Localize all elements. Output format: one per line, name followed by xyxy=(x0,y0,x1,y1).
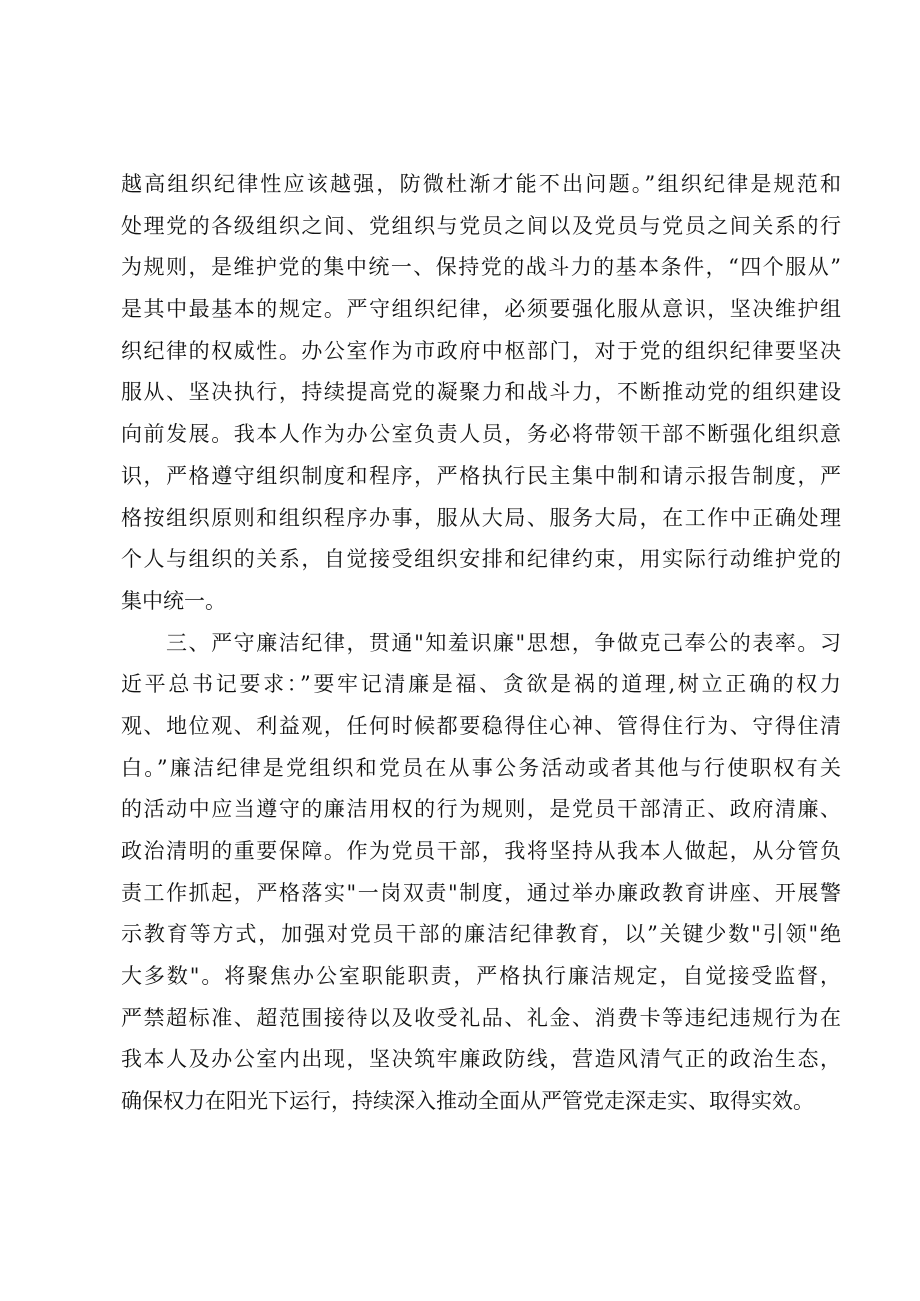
text-line: 向前发展。我本人作为办公室负责人员，务必将带领干部不断强化组织意 xyxy=(121,422,841,447)
text-line: 政治清明的重要保障。作为党员干部，我将坚持从我本人做起，从分管负 xyxy=(121,839,841,863)
text-line: 示教育等方式，加强对党员干部的廉洁纪律教育，以”关键少数"引领"绝 xyxy=(121,922,841,947)
text-line: 确保权力在阳光下运行，持续深入推动全面从严管党走深走实、取得实效。 xyxy=(121,1089,814,1114)
text-line: 处理党的各级组织之间、党组织与党员之间以及党员与党员之间关系的行 xyxy=(121,213,841,238)
text-line: 白。”廉洁纪律是党组织和党员在从事公务活动或者其他与行使职权有关 xyxy=(121,755,841,780)
text-line: 责工作抓起，严格落实"一岗双责"制度，通过举办廉政教育讲座、开展警 xyxy=(121,880,841,905)
text-line: 近平总书记要求：”要牢记清廉是福、贪欲是祸的道理,树立正确的权力 xyxy=(121,672,841,697)
text-line: 服从、坚决执行，持续提高党的凝聚力和战斗力，不断推动党的组织建设 xyxy=(121,380,841,405)
text-line: 是其中最基本的规定。严守组织纪律，必须要强化服从意识，坚决维护组 xyxy=(121,297,841,322)
text-line: 观、地位观、利益观，任何时候都要稳得住心神、管得住行为、守得住清 xyxy=(121,713,841,738)
paragraph-organizational-discipline xyxy=(121,164,841,623)
text-line: 识，严格遵守组织制度和程序，严格执行民主集中制和请示报告制度，严 xyxy=(121,463,841,488)
text-line: 为规则，是维护党的集中统一、保持党的战斗力的基本条件，“四个服从” xyxy=(121,255,841,280)
text-line: 我本人及办公室内出现，坚决筑牢廉政防线，营造风清气正的政治生态， xyxy=(121,1047,841,1072)
text-line: 越高组织纪律性应该越强，防微杜渐才能不出问题。”组织纪律是规范和 xyxy=(121,172,841,196)
document-body xyxy=(121,164,841,1123)
text-line: 大多数"。将聚焦办公室职能职责，严格执行廉洁规定，自觉接受监督， xyxy=(121,964,841,989)
text-line: 格按组织原则和组织程序办事，服从大局、服务大局，在工作中正确处理 xyxy=(121,505,841,530)
text-line: 织纪律的权威性。办公室作为市政府中枢部门，对于党的组织纪律要坚决 xyxy=(121,338,841,363)
paragraph-integrity-discipline xyxy=(121,623,841,1123)
section-heading-line: 三、严守廉洁纪律，贯通"知羞识廉"思想，争做克己奉公的表率。习 xyxy=(166,630,841,655)
text-line: 个人与组织的关系，自觉接受组织安排和纪律约束，用实际行动维护党的 xyxy=(121,547,841,572)
text-line: 集中统一。 xyxy=(121,588,226,613)
text-line: 的活动中应当遵守的廉洁用权的行为规则，是党员干部清正、政府清廉、 xyxy=(121,797,841,822)
text-line: 严禁超标准、超范围接待以及收受礼品、礼金、消费卡等违纪违规行为在 xyxy=(121,1005,841,1030)
